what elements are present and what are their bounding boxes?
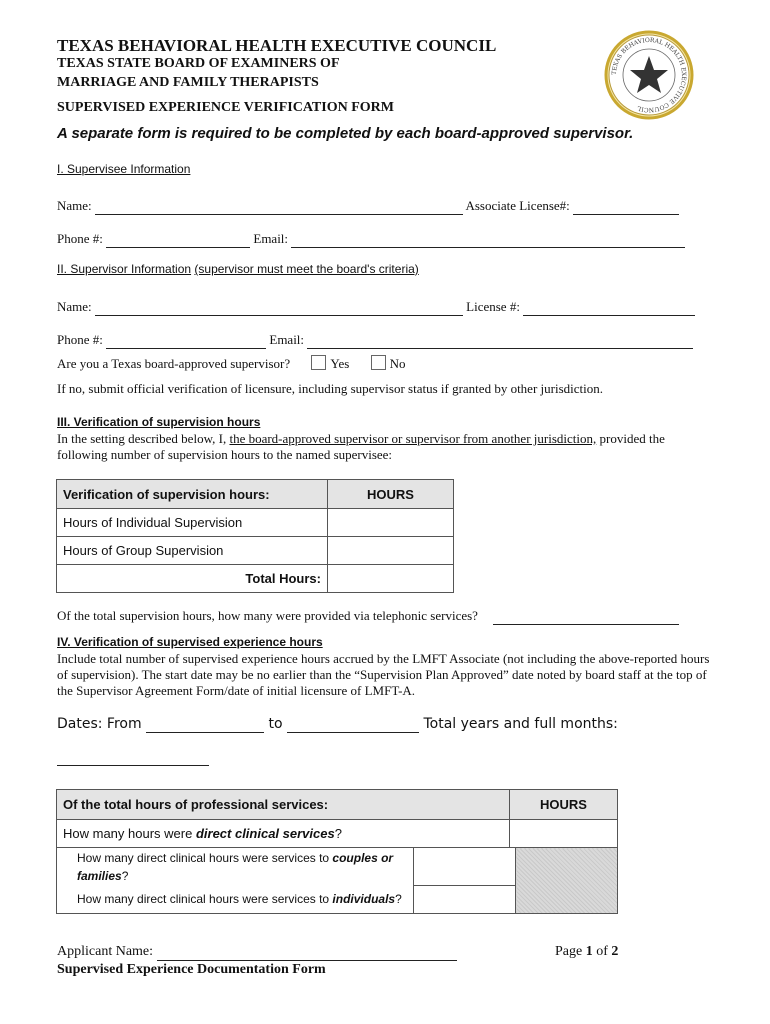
supervisor-email-label: Email: — [269, 332, 305, 347]
footer-form-name: Supervised Experience Documentation Form — [57, 962, 326, 977]
section-3-intro: In the setting described below, I, the board-approved supervisor or supervisor from another jurisdiction, provided the following number of supervision hours to the named supervisee: — [57, 431, 665, 462]
applicant-row — [57, 944, 457, 961]
total-years-field[interactable] — [57, 765, 209, 766]
section-4-heading: IV. Verification of supervised experience hours — [57, 635, 323, 649]
total-hours-label: Total Hours: — [57, 565, 328, 593]
individual-supervision-label: Hours of Individual Supervision — [57, 509, 328, 537]
section-2-heading — [57, 262, 419, 276]
couples-families-hours-field[interactable] — [414, 848, 516, 886]
supervisee-name-row — [57, 198, 679, 215]
individuals-hours-field[interactable] — [414, 886, 516, 914]
supervisor-phone-field[interactable] — [106, 332, 266, 349]
supervisee-email-label: Email: — [253, 231, 289, 246]
telephonic-hours-field[interactable] — [493, 608, 679, 625]
dates-from-label: Dates: From — [57, 716, 142, 732]
couples-families-question: How many direct clinical hours were services to couples or families? — [57, 848, 414, 886]
group-supervision-label: Hours of Group Supervision — [57, 537, 328, 565]
dates-row — [57, 716, 618, 733]
supervisor-email-field[interactable] — [307, 332, 693, 349]
approved-supervisor-question: Are you a Texas board-approved supervisor? — [57, 356, 291, 371]
supervisee-email-field[interactable] — [291, 231, 685, 248]
page-number: Page 1 of 2 — [555, 944, 619, 959]
section-4-intro: Include total number of supervised experience hours accrued by the LMFT Associate (not including the above-reported hours of supervision). The start date may be no earlier than the “Supervision Plan Approved” date noted by board staff at the top of the Supervisor Agreement Form/date of initial licensure of LMFT-A. — [57, 651, 710, 698]
seal-text: TEXAS BEHAVIORAL HEALTH EXECUTIVE COUNCIL — [610, 36, 688, 114]
total-hours-field[interactable] — [328, 565, 454, 593]
shaded-cell — [516, 848, 618, 914]
applicant-name-label: Applicant Name: — [57, 944, 154, 959]
direct-clinical-subtable — [56, 847, 618, 914]
if-no-instruction: If no, submit official verification of licensure, including supervisor status if granted by other jurisdiction. — [57, 381, 603, 396]
associate-license-label: Associate License#: — [465, 198, 570, 213]
supervision-hours-table — [56, 479, 454, 593]
approved-supervisor-row — [57, 355, 405, 372]
supervisor-phone-label: Phone #: — [57, 332, 103, 347]
board-line-2: MARRIAGE AND FAMILY THERAPISTS — [57, 75, 319, 90]
council-seal — [604, 30, 694, 120]
council-title: TEXAS BEHAVIORAL HEALTH EXECUTIVE COUNCIL — [57, 36, 497, 55]
telephonic-question: Of the total supervision hours, how many were provided via telephonic services? — [57, 608, 478, 623]
supervision-table-header: Verification of supervision hours: — [57, 480, 328, 509]
supervisor-license-label: License #: — [466, 299, 520, 314]
telephonic-row — [57, 608, 679, 625]
services-table-header: Of the total hours of professional services: — [57, 790, 510, 820]
yes-checkbox[interactable] — [311, 355, 326, 370]
form-title: SUPERVISED EXPERIENCE VERIFICATION FORM — [57, 100, 394, 115]
supervisor-name-field[interactable] — [95, 299, 463, 316]
supervisee-phone-label: Phone #: — [57, 231, 103, 246]
date-from-field[interactable] — [146, 716, 264, 733]
supervisee-phone-row — [57, 231, 685, 248]
notice-text: A separate form is required to be completed by each board-approved supervisor. — [57, 125, 634, 142]
supervisee-name-label: Name: — [57, 198, 92, 213]
applicant-name-field[interactable] — [157, 944, 457, 961]
professional-services-table — [56, 789, 618, 848]
individuals-question: How many direct clinical hours were services to individuals? — [57, 886, 414, 914]
supervisee-name-field[interactable] — [95, 198, 463, 215]
direct-clinical-question: How many hours were direct clinical services? — [57, 820, 510, 848]
individual-supervision-hours-field[interactable] — [328, 509, 454, 537]
supervisor-license-field[interactable] — [523, 299, 695, 316]
section-2-title: II. Supervisor Information — [57, 262, 192, 276]
dates-to-label: to — [268, 716, 283, 732]
board-line-1: TEXAS STATE BOARD OF EXAMINERS OF — [57, 56, 340, 71]
no-checkbox[interactable] — [371, 355, 386, 370]
direct-clinical-hours-field[interactable] — [510, 820, 618, 848]
date-to-field[interactable] — [287, 716, 419, 733]
no-label: No — [389, 356, 406, 371]
section-1-heading: I. Supervisee Information — [57, 162, 191, 176]
yes-label: Yes — [330, 356, 350, 371]
supervisor-name-label: Name: — [57, 299, 92, 314]
supervisor-phone-row — [57, 332, 693, 349]
supervisee-phone-field[interactable] — [106, 231, 250, 248]
services-hours-header: HOURS — [510, 790, 618, 820]
supervisor-name-row — [57, 299, 695, 316]
associate-license-field[interactable] — [573, 198, 679, 215]
section-2-note: (supervisor must meet the board's criteria) — [194, 262, 419, 276]
group-supervision-hours-field[interactable] — [328, 537, 454, 565]
supervision-hours-header: HOURS — [328, 480, 454, 509]
section-3-heading: III. Verification of supervision hours — [57, 415, 261, 429]
total-years-label: Total years and full months: — [423, 716, 618, 732]
